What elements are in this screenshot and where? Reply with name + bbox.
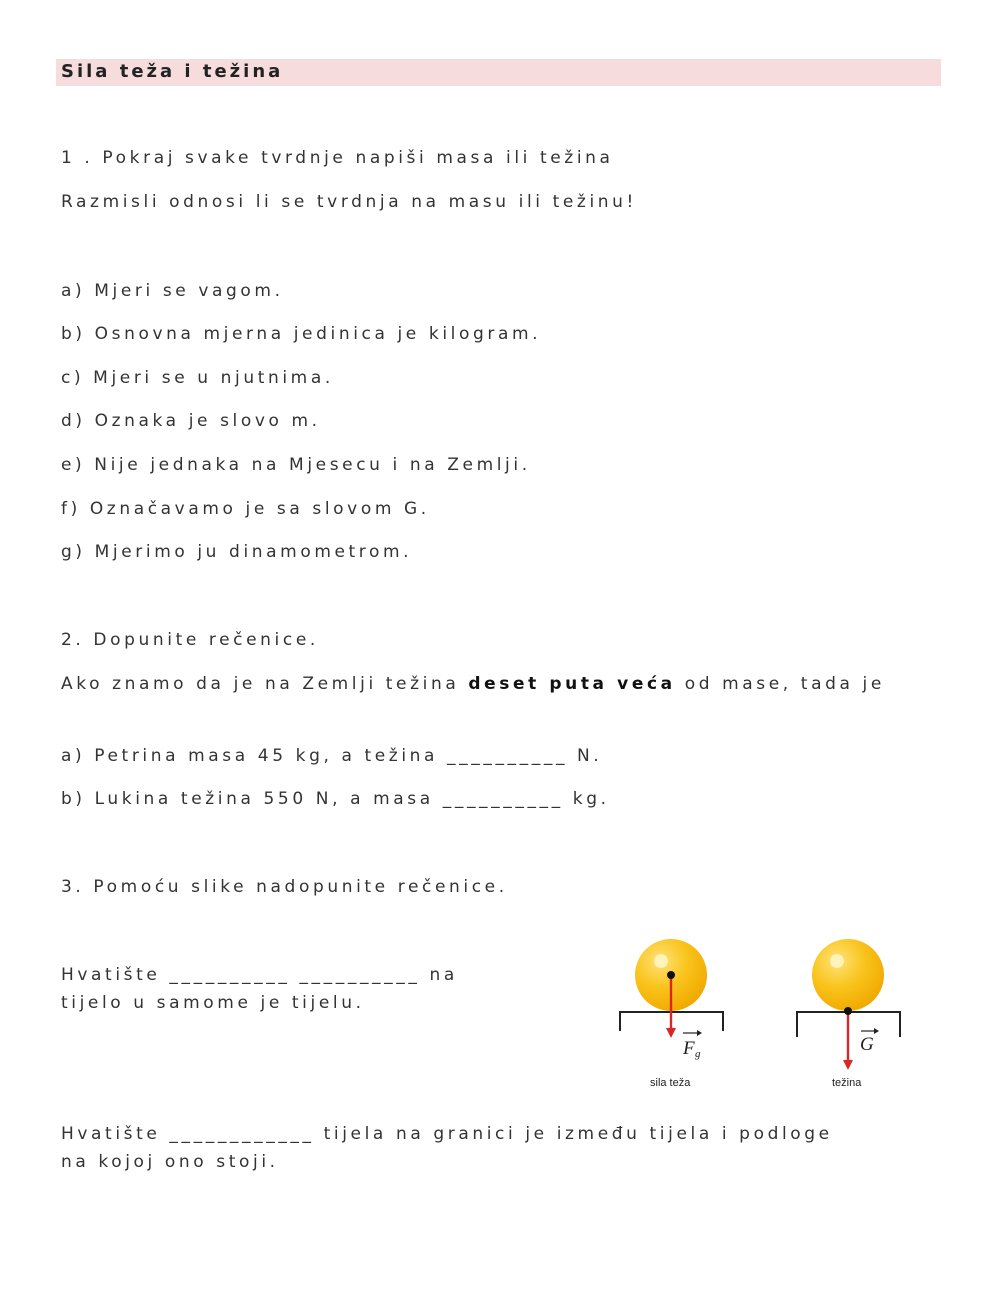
q2-intro-bold: deset puta veća xyxy=(468,674,676,694)
q1-heading: 1 . Pokraj svake tvrdnje napiši masa ili težina xyxy=(61,148,614,168)
right-ball xyxy=(812,939,884,1011)
page-title: Sila teža i težina xyxy=(61,61,284,82)
left-application-point xyxy=(667,971,675,979)
q1-item-f: f) Označavamo je sa slovom G. xyxy=(61,499,430,519)
q2-heading: 2. Dopunite rečenice. xyxy=(61,630,319,650)
q1-item-g: g) Mjerimo ju dinamometrom. xyxy=(61,542,413,562)
left-diagram xyxy=(620,939,723,1089)
left-arrow-head xyxy=(666,1028,676,1038)
q2-intro xyxy=(61,671,931,698)
q3-sentence2-line1: Hvatište ____________ tijela na granici je između tijela i podloge xyxy=(61,1124,833,1144)
left-vector-subscript: g xyxy=(695,1048,701,1060)
q2-item-b: b) Lukina težina 550 N, a masa __________ kg. xyxy=(61,789,610,809)
q2-intro-after: od mase, tada je xyxy=(675,674,885,694)
left-vector-bar-head xyxy=(697,1030,702,1036)
right-vector-bar-head xyxy=(874,1028,879,1034)
right-vector-label: G xyxy=(860,1034,874,1055)
right-ball-highlight xyxy=(830,954,844,968)
left-caption: sila teža xyxy=(650,1077,691,1089)
title-bar xyxy=(56,59,941,86)
q1-item-b: b) Osnovna mjerna jedinica je kilogram. xyxy=(61,324,542,344)
q1-item-c: c) Mjeri se u njutnima. xyxy=(61,368,334,388)
q3-sentence2-line2: na kojoj ono stoji. xyxy=(61,1152,279,1172)
q1-item-d: d) Oznaka je slovo m. xyxy=(61,411,321,431)
q2-item-a: a) Petrina masa 45 kg, a težina __________ N. xyxy=(61,746,603,766)
q3-sentence1-line1: Hvatište __________ __________ na xyxy=(61,965,458,985)
q1-item-e: e) Nije jednaka na Mjesecu i na Zemlji. xyxy=(61,455,531,475)
left-vector-label: F xyxy=(683,1038,695,1059)
right-arrow-head xyxy=(843,1060,853,1070)
right-caption: težina xyxy=(832,1077,862,1089)
q1-instruction: Razmisli odnosi li se tvrdnja na masu ili težinu! xyxy=(61,192,637,212)
right-diagram xyxy=(797,939,900,1089)
q3-sentence1-line2: tijelo u samome je tijelu. xyxy=(61,993,365,1013)
right-application-point xyxy=(844,1007,852,1015)
q1-item-a: a) Mjeri se vagom. xyxy=(61,281,284,301)
q2-intro-before: Ako znamo da je na Zemlji težina xyxy=(61,674,469,694)
left-ball-highlight xyxy=(654,954,668,968)
force-figure xyxy=(610,932,920,1097)
q3-heading: 3. Pomoću slike nadopunite rečenice. xyxy=(61,877,508,897)
